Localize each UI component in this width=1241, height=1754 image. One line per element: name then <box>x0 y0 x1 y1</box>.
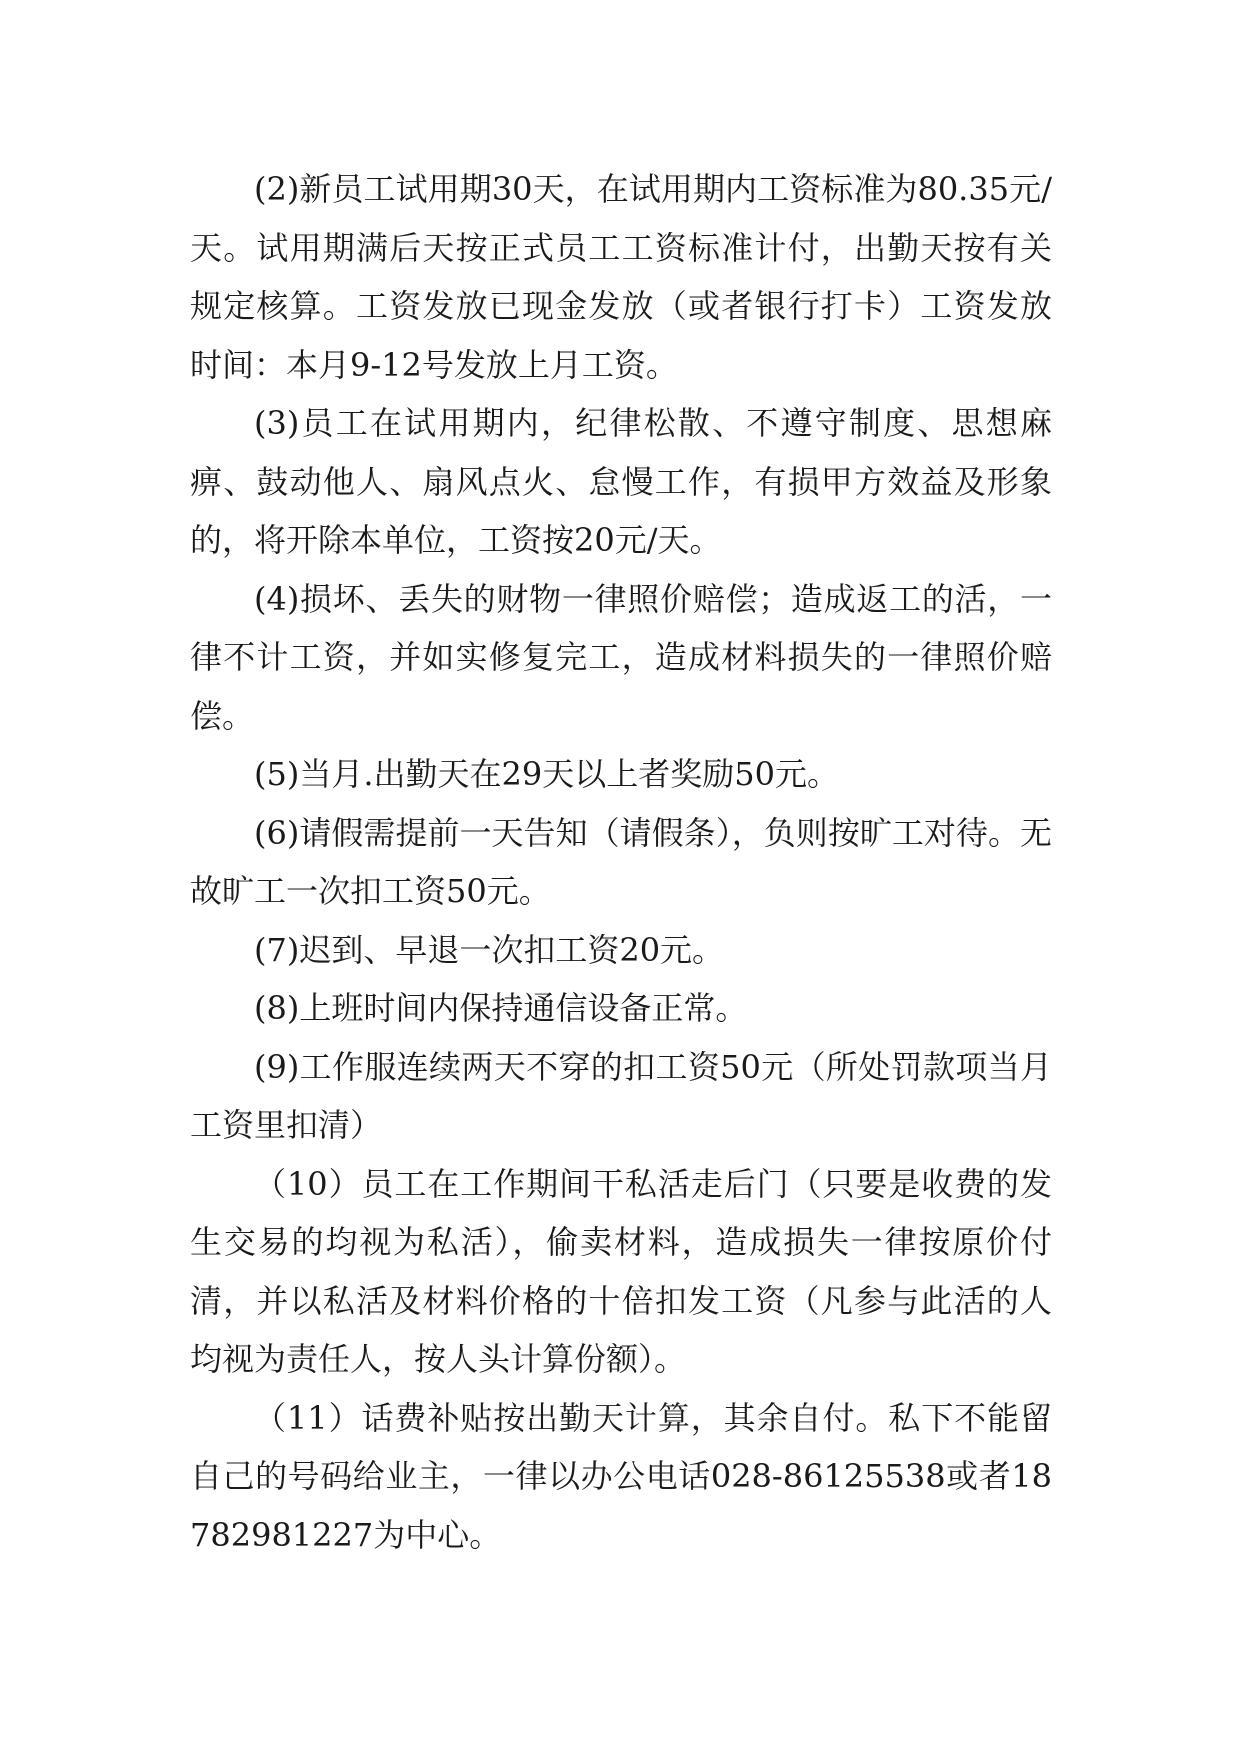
paragraph-5: (5)当月.出勤天在29天以上者奖励50元。 <box>254 755 839 793</box>
paragraph-3: (3)员工在试用期内，纪律松散、不遵守制度、思想麻痹、鼓动他人、扇风点火、怠慢工作，有损甲方效益及形象的，将开除本单位，工资按20元/天。 <box>190 404 1052 559</box>
document-body <box>190 160 1052 1564</box>
paragraph-7: (7)迟到、早退一次扣工资20元。 <box>254 930 725 969</box>
paragraph-8: (8)上班时间内保持通信设备正常。 <box>254 989 748 1027</box>
paragraph-10: （10）员工在工作期间干私活走后门（只要是收费的发生交易的均视为私活），偷卖材料，造成损失一律按原价付清，并以私活及材料价格的十倍扣发工资（凡参与此活的人均视为责任人，按人头计算份额）。 <box>190 1164 1052 1378</box>
paragraph-4: (4)损坏、丢失的财物一律照价赔偿；造成返工的活，一律不计工资，并如实修复完工，造成材料损失的一律照价赔偿。 <box>190 579 1052 735</box>
paragraph-6: (6)请假需提前一天告知（请假条），负则按旷工对待。无故旷工一次扣工资50元。 <box>190 813 1052 910</box>
paragraph-2: (2)新员工试用期30天，在试用期内工资标准为80.35元/天。试用期满后天按正式员工工资标准计付，出勤天按有关规定核算。工资发放已现金发放（或者银行打卡）工资发放时间：本月9-12号发放上月工资。 <box>190 170 1052 384</box>
paragraph-11: （11）话费补贴按出勤天计算，其余自付。私下不能留自己的号码给业主，一律以办公电话028-86125538或者18782981227为中心。 <box>190 1398 1052 1554</box>
paragraph-9: (9)工作服连续两天不穿的扣工资50元（所处罚款项当月工资里扣清） <box>190 1047 1052 1144</box>
